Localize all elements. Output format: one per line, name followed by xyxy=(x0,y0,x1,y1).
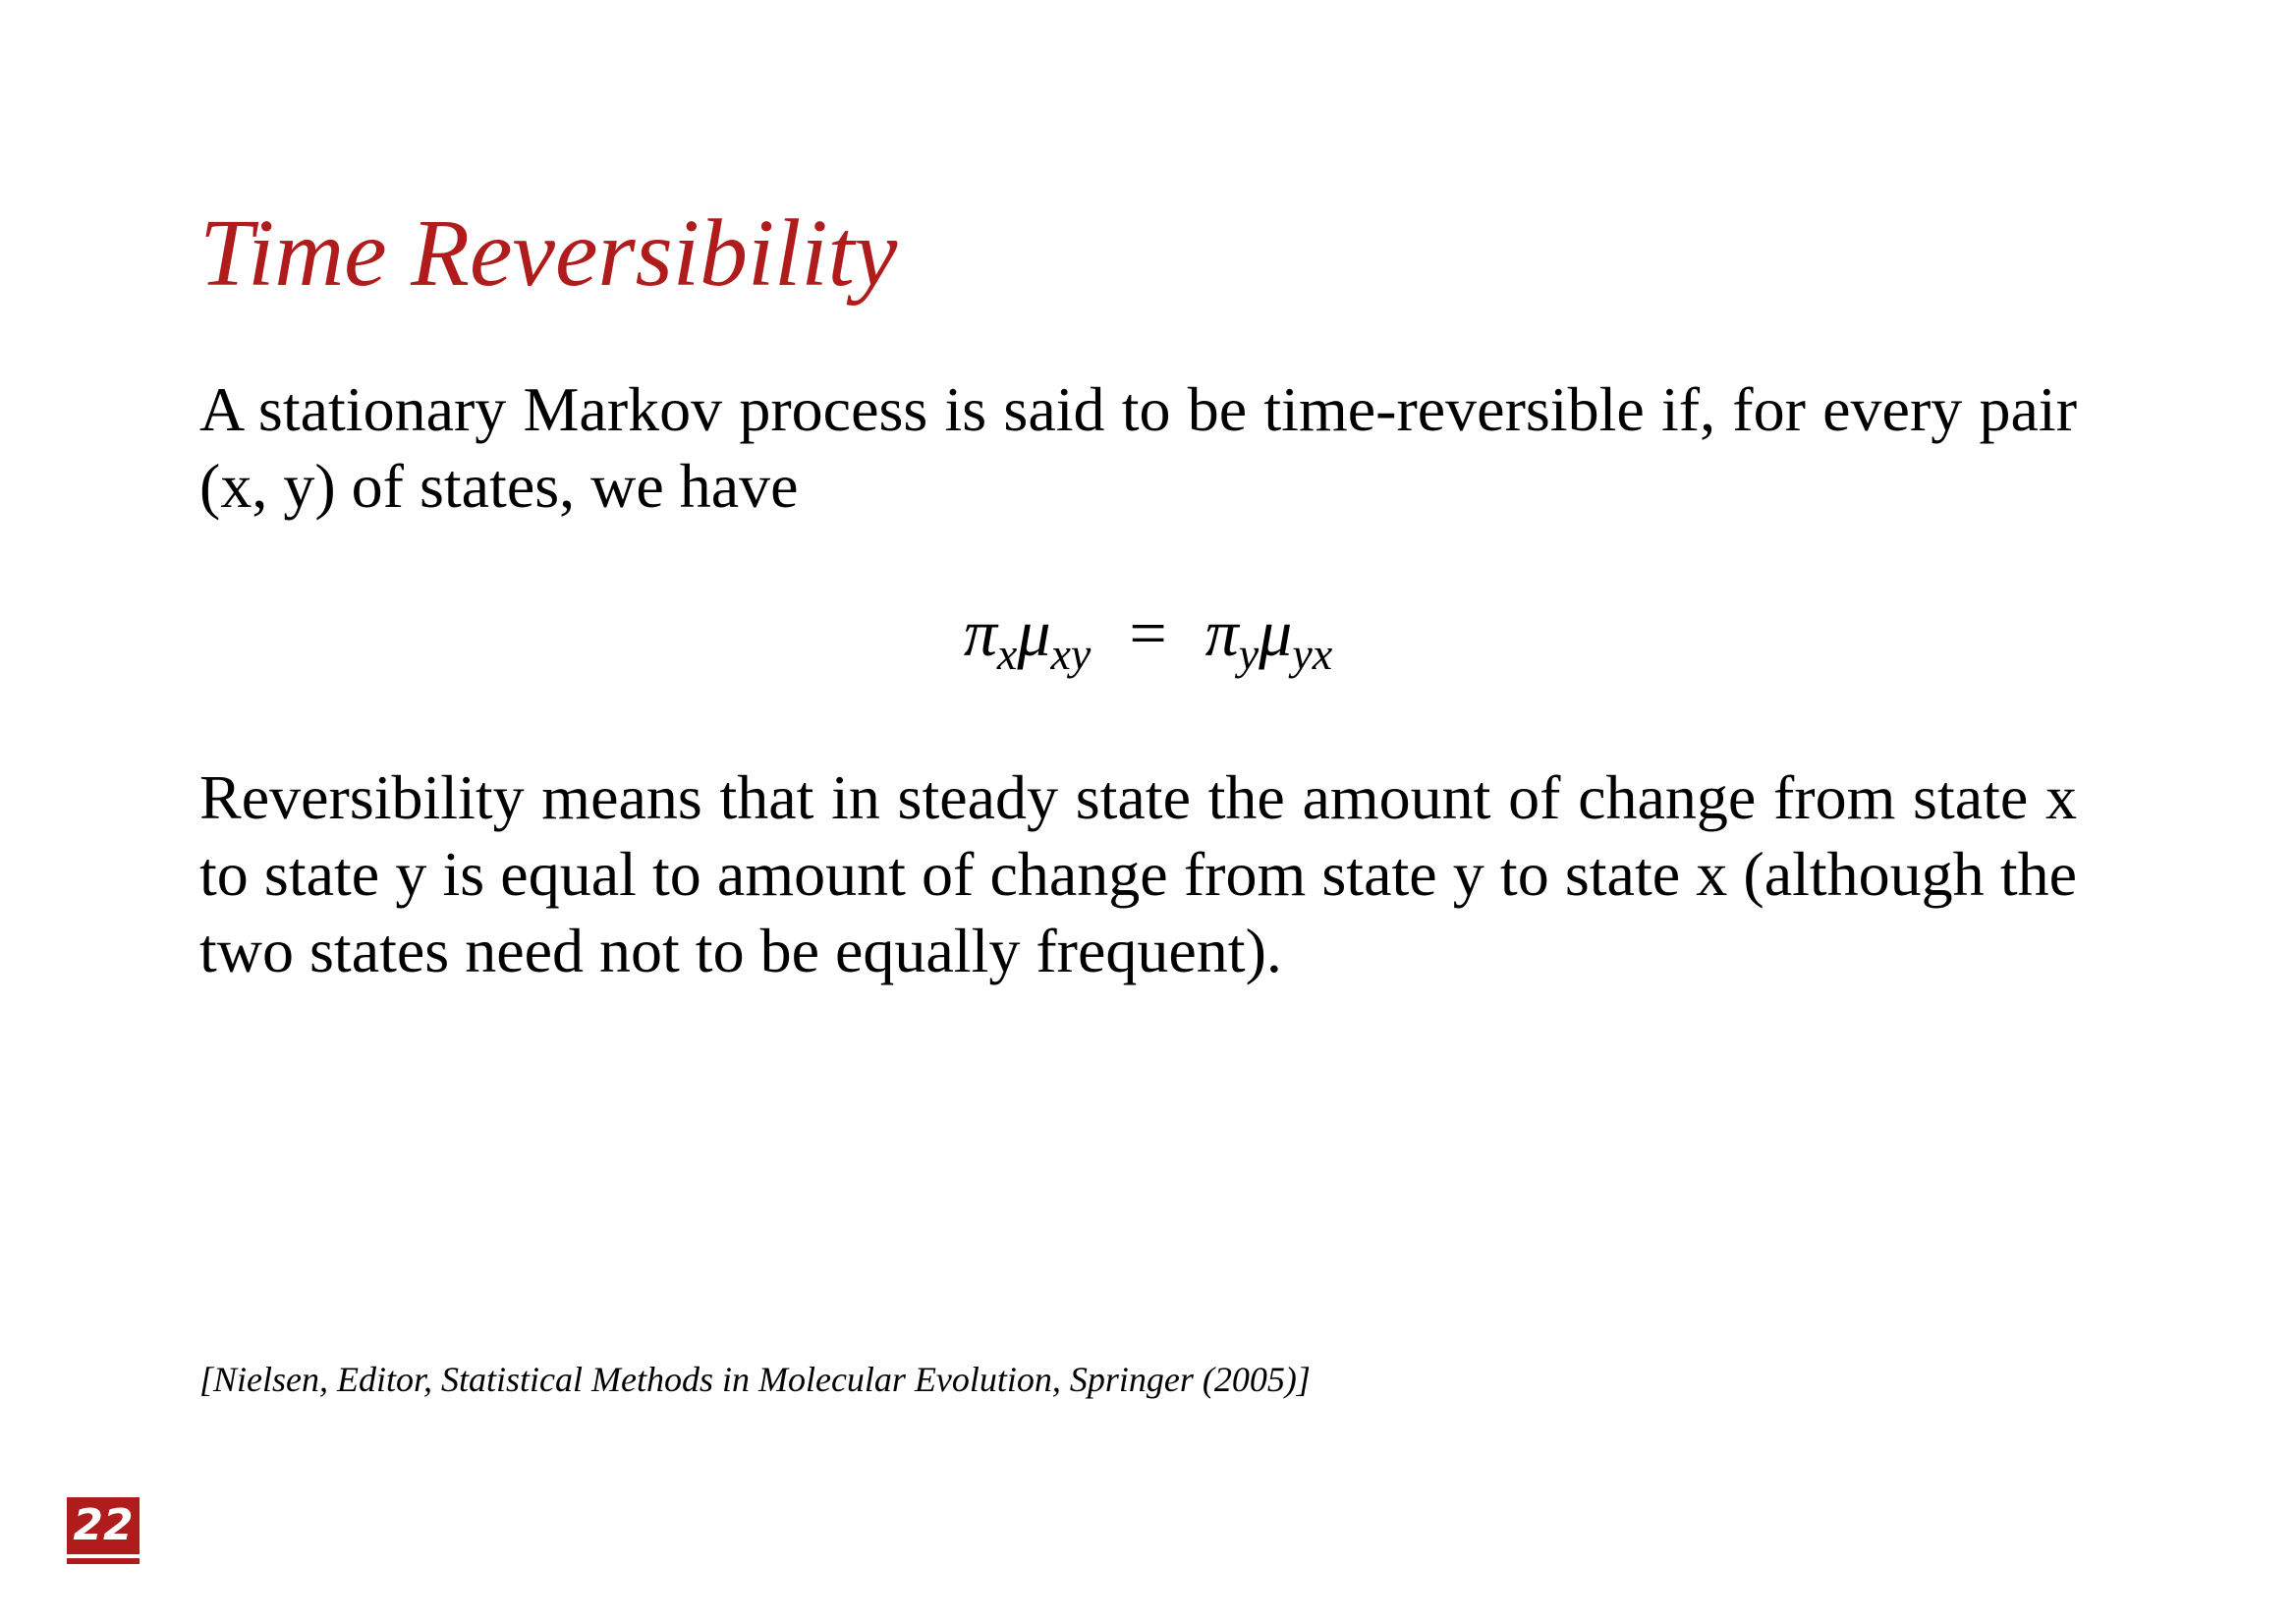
equation-rhs xyxy=(1204,595,1333,679)
subscript: xy xyxy=(1050,629,1092,679)
definition-paragraph: A stationary Markov process is said to be time-reversible if, for every pair (x, y) of states, we have xyxy=(199,374,2077,521)
subscript: yx xyxy=(1292,629,1333,679)
slide-title: Time Reversibility xyxy=(199,200,898,307)
page-number-badge: 22 xyxy=(67,1497,140,1558)
pi-symbol: π xyxy=(963,595,997,670)
mu-symbol: μ xyxy=(1017,595,1051,670)
citation: [Nielsen, Editor, Statistical Methods in Molecular Evolution, Springer (2005)] xyxy=(199,1360,1311,1399)
mu-symbol: μ xyxy=(1259,595,1293,670)
subscript: x xyxy=(996,629,1018,679)
pi-symbol: π xyxy=(1204,595,1239,670)
equation-lhs xyxy=(963,595,1107,679)
reversibility-equation xyxy=(0,595,2296,679)
subscript: y xyxy=(1238,629,1260,679)
explanation-paragraph: Reversibility means that in steady state the amount of change from state x to state y is equal to amount of change from state y to state x (although the two states need not to be equally frequent). xyxy=(199,762,2077,985)
equals-sign: = xyxy=(1129,595,1167,670)
